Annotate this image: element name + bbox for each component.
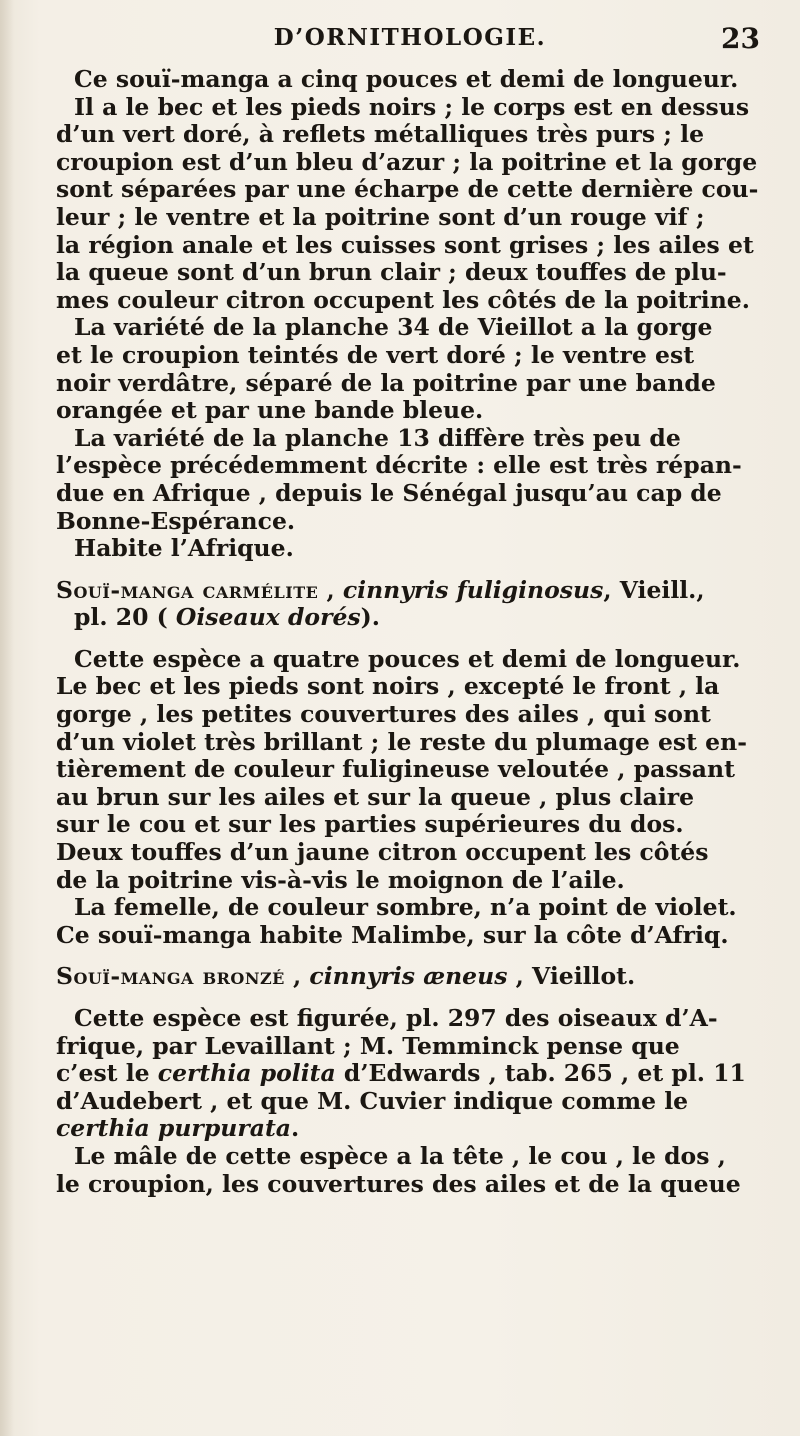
text-line: gorge , les petites couvertures des ailes , qui sont [56, 701, 711, 729]
paragraph-gap [56, 632, 776, 646]
text-line: la région anale et les cuisses sont grises ; les ailes et [56, 231, 754, 259]
text-line: Bonne-Espérance. [56, 507, 296, 535]
italic-text: cinnyris æneus [309, 963, 508, 991]
text-line: Deux touffes d’un jaune citron occupent les côtés [56, 839, 709, 867]
text-line: Cette espèce a quatre pouces et demi de longueur. [74, 645, 741, 673]
text-line: Le mâle de cette espèce a la tête , le cou , le dos , [74, 1142, 726, 1170]
text-line: sont séparées par une écharpe de cette dernière cou- [56, 176, 759, 204]
text-run: . [291, 1115, 300, 1143]
text-line: noir verdâtre, séparé de la poitrine par une bande [56, 369, 716, 397]
text-run: ). [360, 604, 380, 632]
text-line: Ce souï-manga habite Malimbe, sur la côte d’Afriq. [56, 921, 729, 949]
text-line: l’espèce précédemment décrite : elle est très répan- [56, 452, 742, 480]
text-line: Habite l’Afrique. [74, 535, 294, 563]
text-line: croupion est d’un bleu d’azur ; la poitrine et la gorge [56, 148, 758, 176]
text-line [56, 1060, 776, 1088]
text-line: Le bec et les pieds sont noirs , excepté le front , la [56, 673, 720, 701]
text-line: La femelle, de couleur sombre, n’a point de violet. [74, 894, 737, 922]
text-line: frique, par Levaillant ; M. Temminck pense que [56, 1032, 680, 1060]
text-line: La variété de la planche 13 diffère très peu de [74, 424, 681, 452]
text-line: due en Afrique , depuis le Sénégal jusqu’au cap de [56, 479, 722, 507]
page-gutter-shadow [0, 0, 14, 1436]
text-line: La variété de la planche 34 de Vieillot a la gorge [74, 314, 713, 342]
page-header [60, 10, 760, 54]
text-run: c’est le [56, 1060, 158, 1088]
text-line: de la poitrine vis-à-vis le moignon de l’aile. [56, 866, 625, 894]
text-line: le croupion, les couvertures des ailes et de la queue [56, 1170, 741, 1198]
text-line: d’un vert doré, à reflets métalliques très purs ; le [56, 121, 705, 149]
text-line: et le croupion teintés de vert doré ; le ventre est [56, 341, 695, 369]
text-line: mes couleur citron occupent les côtés de la poitrine. [56, 286, 750, 314]
text-line: la queue sont d’un brun clair ; deux touffes de plu- [56, 259, 727, 287]
text-run: , [284, 963, 310, 991]
page-number: 23 [721, 22, 760, 55]
paragraph-gap [56, 949, 776, 963]
italic-text: cinnyris fuliginosus [342, 576, 604, 604]
running-title: D’ORNITHOLOGIE. [273, 24, 547, 51]
paragraph-gap [56, 563, 776, 577]
body-text [56, 66, 776, 1198]
paragraph-gap [56, 991, 776, 1005]
text-line: d’un violet très brillant ; le reste du plumage est en- [56, 728, 747, 756]
text-line [56, 577, 776, 605]
text-line [56, 604, 776, 632]
text-line: sur le cou et sur les parties supérieures du dos. [56, 811, 684, 839]
text-run: pl. 20 ( [74, 604, 176, 632]
text-line: orangée et par une bande bleue. [56, 397, 484, 425]
species-heading: Souï-manga bronzé [56, 963, 285, 991]
text-line: Ce souï-manga a cinq pouces et demi de longueur. [74, 66, 739, 93]
text-line [56, 1115, 776, 1143]
text-line: leur ; le ventre et la poitrine sont d’un rouge vif ; [56, 203, 705, 231]
italic-text: Oiseaux dorés [175, 604, 361, 632]
italic-text: certhia purpurata [56, 1115, 292, 1143]
species-heading: Souï-manga carmélite [56, 576, 319, 604]
text-run: , [318, 576, 343, 604]
text-run: , Vieillot. [507, 963, 636, 991]
text-line [56, 963, 776, 991]
italic-text: certhia polita [157, 1060, 336, 1088]
text-line: au brun sur les ailes et sur la queue , plus claire [56, 783, 695, 811]
text-line: Cette espèce est figurée, pl. 297 des oiseaux d’A- [74, 1005, 718, 1032]
text-line: Il a le bec et les pieds noirs ; le corps est en dessus [74, 93, 750, 121]
text-run: d’Edwards , tab. 265 , et pl. 11 [335, 1060, 746, 1088]
text-line: tièrement de couleur fuligineuse veloutée , passant [56, 756, 735, 784]
text-line: d’Audebert , et que M. Cuvier indique comme le [56, 1087, 689, 1115]
text-run: , Vieill., [603, 576, 705, 604]
